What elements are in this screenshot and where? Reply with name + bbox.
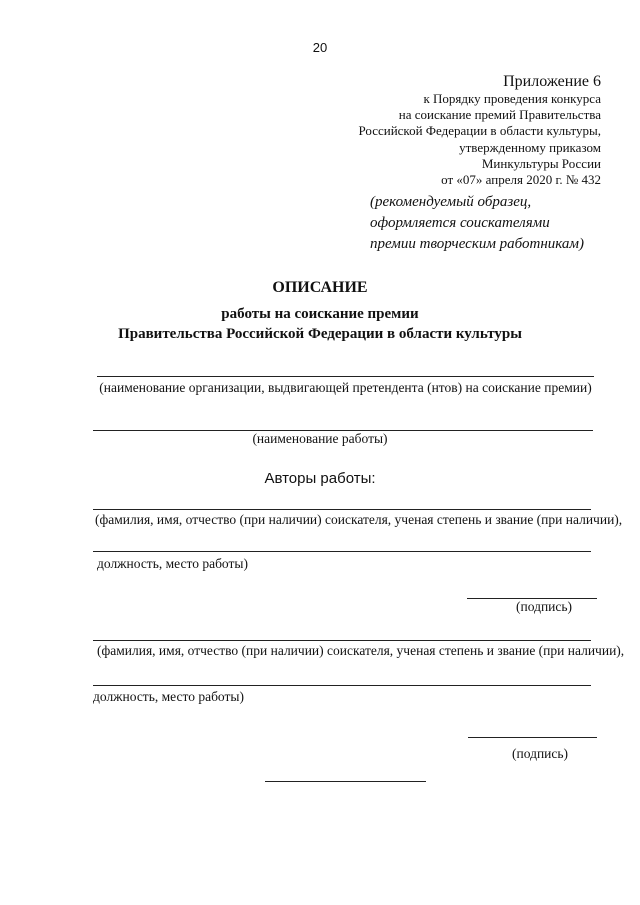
recommended-note-line: премии творческим работникам) (370, 236, 584, 252)
appendix-block (358, 72, 601, 188)
appendix-line: к Порядку проведения конкурса (423, 91, 601, 106)
appendix-line: на соискание премий Правительства (398, 107, 601, 123)
author-2-name-fill-line[interactable] (93, 640, 591, 641)
recommended-note (370, 192, 584, 255)
author-1-position-fill-line[interactable] (93, 551, 591, 552)
appendix-line: Российской Федерации в области культуры, (358, 123, 601, 139)
document-subtitle-line: работы на соискание премии (221, 306, 419, 322)
document-title: ОПИСАНИЕ (272, 279, 368, 296)
closing-separator-line (265, 781, 426, 782)
author-2-signature-line[interactable] (468, 737, 597, 738)
author-1-name-caption: (фамилия, имя, отчество (при наличии) соискателя, ученая степень и звание (при наличии), (95, 512, 623, 527)
author-2-position-caption: должность, место работы) (93, 689, 244, 704)
appendix-line: Минкультуры России (481, 155, 601, 171)
authors-heading: Авторы работы: (264, 470, 376, 487)
author-2-signature-caption: (подпись) (512, 746, 569, 761)
document-subtitle (0, 304, 640, 344)
appendix-line: от «07» апреля 2020 г. № 432 (441, 172, 601, 188)
recommended-note-line: (рекомендуемый образец, (370, 194, 532, 210)
author-2-position-fill-line[interactable] (93, 685, 591, 686)
work-name-caption: (наименование работы) (252, 431, 388, 446)
author-1-signature-caption: (подпись) (516, 599, 573, 614)
appendix-line: утвержденному приказом (459, 139, 601, 155)
document-subtitle-line: Правительства Российской Федерации в области культуры (118, 326, 522, 342)
organization-caption: (наименование организации, выдвигающей претендента (нтов) на соискание премии) (99, 380, 592, 395)
recommended-note-line: оформляется соискателями (370, 215, 550, 231)
page-number: 20 (312, 40, 328, 55)
author-1-position-caption: должность, место работы) (97, 556, 248, 571)
author-2-name-caption: (фамилия, имя, отчество (при наличии) соискателя, ученая степень и звание (при наличии), (97, 643, 625, 658)
author-1-name-fill-line[interactable] (93, 509, 591, 510)
appendix-title: Приложение 6 (503, 73, 601, 90)
organization-fill-line[interactable] (97, 376, 594, 377)
